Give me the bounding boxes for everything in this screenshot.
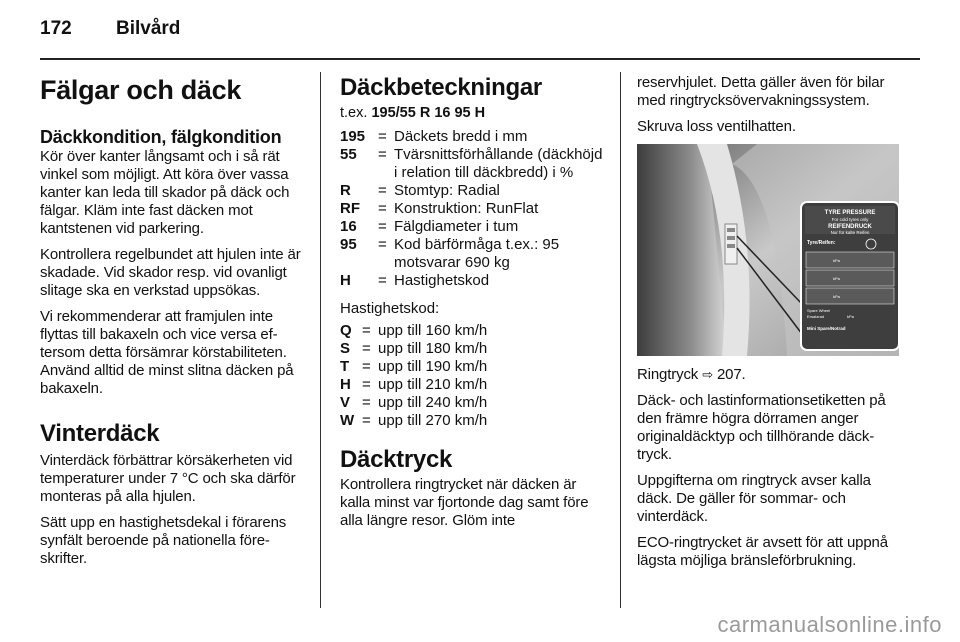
label-text: For cold tyres only — [831, 217, 869, 222]
speed-key: S — [340, 340, 351, 357]
paragraph: Kontrollera regelbundet att hjulen inte är skadade. Vid skador resp. vid ovanligt slitage ska en verkstad uppsökas. — [40, 246, 301, 299]
subsection-title: Däckkondition, fälgkondition — [40, 127, 282, 147]
speed-value: upp till 180 km/h — [378, 340, 488, 357]
label-text: Ersatzrad — [807, 314, 825, 319]
definition-equals: = — [378, 146, 387, 163]
label-text: kPa — [833, 258, 840, 263]
watermark: carmanualsonline.info — [717, 612, 942, 637]
column-2 — [340, 74, 605, 538]
definition-key: H — [340, 272, 351, 289]
definition-row — [340, 272, 605, 290]
definition-equals: = — [378, 236, 387, 253]
speed-row — [340, 322, 605, 340]
label-text: TYRE PRESSURE — [824, 210, 876, 216]
definition-row — [340, 218, 605, 236]
paragraph: Vinterdäck förbättrar körsäkerheten vid temperaturer under 7 °C och ska därför monteras på alla hjulen. — [40, 452, 296, 505]
label-text: REIFENDRUCK — [828, 224, 872, 230]
column-divider — [320, 72, 321, 608]
example-value: 195/55 R 16 95 H — [371, 105, 486, 121]
page-reference-icon: ⇨ — [702, 367, 713, 382]
definition-row — [340, 128, 605, 146]
definition-row — [340, 236, 605, 272]
definition-key: 16 — [340, 218, 357, 235]
page-header — [40, 18, 920, 48]
definition-value: Tvärsnittsförhållande (däckhöjd i relation till däckbredd) i % — [394, 146, 603, 181]
paragraph: Kör över kanter långsamt och i så rät vinkel som möjligt. Att köra över vassa kanter kan leda till skador på däck och fälgar. Kläm inte fast däcken mot kantstenen vid parkering. — [40, 148, 290, 237]
speed-key: V — [340, 394, 351, 411]
speed-value: upp till 210 km/h — [378, 376, 488, 393]
definition-list — [340, 128, 605, 290]
column-divider — [620, 72, 621, 608]
paragraph: Kontrollera ringtrycket när däcken är kalla minst var fjortonde dag samt före alla längre resor. Glöm inte — [340, 476, 589, 529]
label-text: Spare Wheel — [807, 308, 831, 313]
column-3 — [637, 74, 902, 578]
speed-equals: = — [362, 412, 371, 429]
label-text: Mini Spare/Notrad — [807, 326, 846, 331]
definition-value: Konstruktion: RunFlat — [394, 200, 539, 217]
definition-equals: = — [378, 218, 387, 235]
column-1 — [40, 74, 306, 576]
speed-row — [340, 340, 605, 358]
definition-equals: = — [378, 128, 387, 145]
speed-code-label: Hastighetskod: — [340, 300, 440, 317]
definition-key: RF — [340, 200, 360, 217]
definition-value: Hastighetskod — [394, 272, 490, 289]
speed-row — [340, 376, 605, 394]
speed-key: T — [340, 358, 350, 375]
chapter-title: Fälgar och däck — [40, 75, 242, 105]
speed-equals: = — [362, 376, 371, 393]
tyre-pressure-title: Däcktryck — [340, 446, 453, 473]
definition-key: 95 — [340, 236, 357, 253]
paragraph: reservhjulet. Detta gäller även för bilar med ringtrycksövervakningssystem. — [637, 74, 885, 109]
definition-value: Stomtyp: Radial — [394, 182, 500, 199]
speed-equals: = — [362, 340, 371, 357]
paragraph: Skruva loss ventilhatten. — [637, 118, 796, 135]
paragraph: Däck- och lastinformationsetiketten på den främre högra dörramen anger originaldäcktyp och tillhörande däcktryck. — [637, 392, 886, 463]
label-text: Tyre/Reifen: — [807, 240, 836, 246]
definition-key: 195 — [340, 128, 366, 145]
winter-tyres-title: Vinterdäck — [40, 420, 160, 447]
paragraph: Sätt upp en hastighetsdekal i förarens synfält beroende på nationella föreskrifter. — [40, 514, 287, 567]
door-frame-illustration — [637, 144, 899, 356]
speed-row — [340, 394, 605, 412]
tyre-pressure-label-illustration — [637, 144, 899, 356]
paragraph: ECO-ringtrycket är avsett för att uppnå lägsta möjliga bränsleförbrukning. — [637, 534, 888, 569]
label-text: kPa — [833, 276, 840, 281]
speed-equals: = — [362, 358, 371, 375]
paragraph: Vi rekommenderar att framjulen inte flyttas till bakaxeln och vice versa eftersom detta försämrar körstabiliteten. Använd alltid de minst slitna däcken på bakaxeln. — [40, 308, 294, 397]
tyre-designations-title: Däckbeteckningar — [340, 74, 542, 101]
label-text: Nur für kalte Reifen — [830, 230, 870, 235]
reference-page: 207. — [716, 366, 746, 383]
definition-equals: = — [378, 200, 387, 217]
paragraph: Uppgifterna om ringtryck avser kalla däck. De gäller för sommar- och vinterdäck. — [637, 472, 871, 525]
definition-key: R — [340, 182, 351, 199]
section-title: Bilvård — [116, 18, 181, 39]
definition-value: Däckets bredd i mm — [394, 128, 528, 145]
definition-row — [340, 200, 605, 218]
speed-key: Q — [340, 322, 352, 339]
speed-value: upp till 160 km/h — [378, 322, 488, 339]
speed-value: upp till 190 km/h — [378, 358, 488, 375]
definition-equals: = — [378, 182, 387, 199]
label-text: kPa — [847, 314, 854, 319]
page-number: 172 — [40, 18, 72, 39]
header-rule — [40, 58, 920, 60]
speed-equals: = — [362, 394, 371, 411]
definition-key: 55 — [340, 146, 357, 163]
example-prefix: t.ex. — [340, 105, 368, 121]
definition-row — [340, 182, 605, 200]
speed-value: upp till 270 km/h — [378, 412, 488, 429]
speed-code-list — [340, 322, 605, 430]
definition-value: Kod bärförmåga t.ex.: 95 motsvarar 690 kg — [394, 236, 560, 271]
example-code — [340, 104, 605, 122]
definition-value: Fälgdiameter i tum — [394, 218, 519, 235]
speed-row — [340, 412, 605, 430]
reference — [637, 366, 902, 384]
speed-key: W — [340, 412, 355, 429]
definition-row — [340, 146, 605, 182]
speed-value: upp till 240 km/h — [378, 394, 488, 411]
speed-equals: = — [362, 322, 371, 339]
definition-equals: = — [378, 272, 387, 289]
speed-row — [340, 358, 605, 376]
label-text: kPa — [833, 294, 840, 299]
reference-text: Ringtryck — [637, 366, 699, 383]
speed-key: H — [340, 376, 351, 393]
